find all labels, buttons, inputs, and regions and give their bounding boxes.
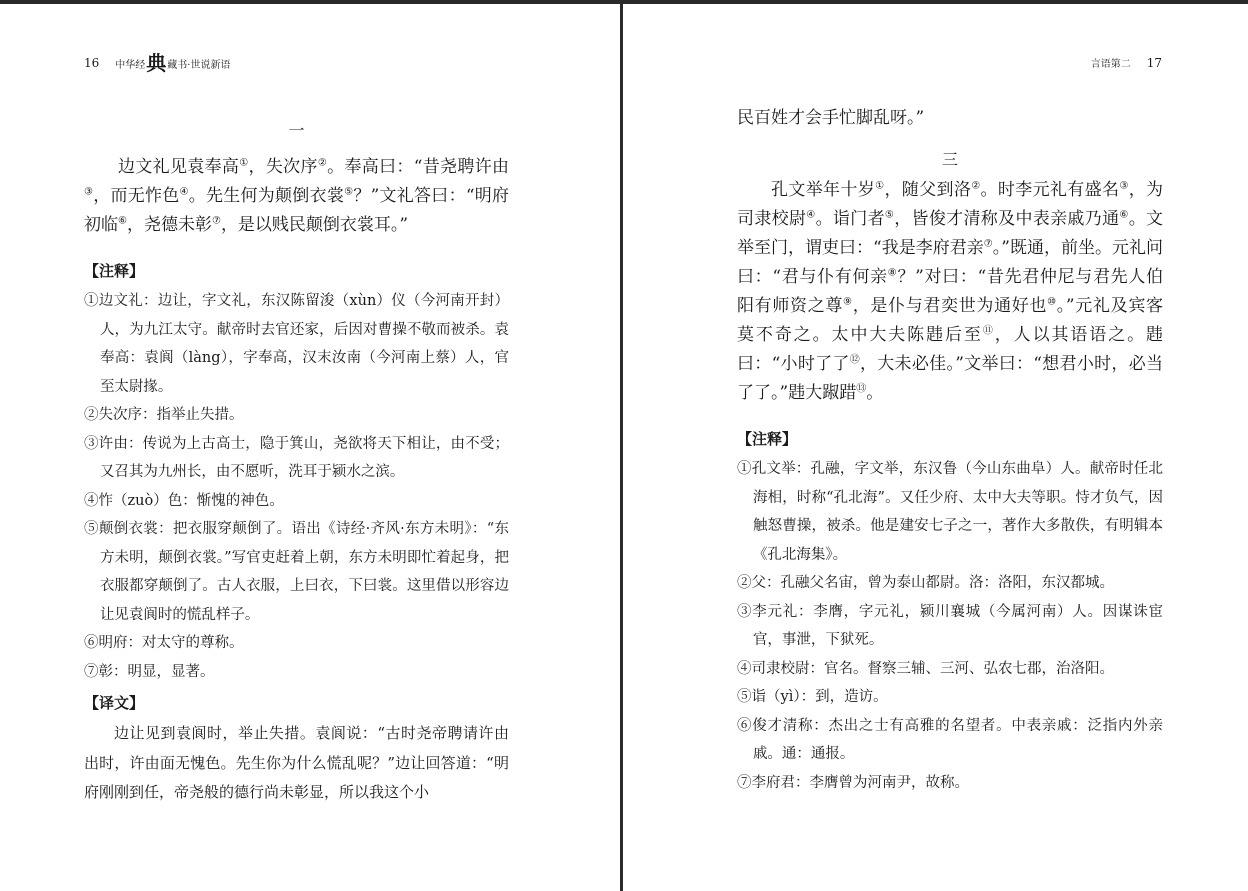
footnote-marker[interactable]: ⑫ [849, 354, 860, 366]
text-run: ，是仆与君奕世为通好也 [852, 296, 1048, 316]
notes-list [737, 455, 1163, 797]
note-item: ①孔文举：孔融，字文举，东汉鲁（今山东曲阜）人。献帝时任北海相，时称“孔北海”。又任少府、太中大夫等职。恃才负气，因触怒曹操，被杀。他是建安七子之一，著作大多散佚，有明辑本《孔北海集》。 [737, 461, 1163, 563]
left-page-number: 16 [84, 56, 100, 70]
continued-translation: 民百姓才会手忙脚乱呀。” [737, 108, 925, 128]
text-run: 边文礼见袁奉高 [118, 157, 240, 177]
translation-paragraph: 边让见到袁阆时，举止失措。袁阆说：“古时尧帝聘请许由出时，许由面无愧色。先生你为什么慌乱呢？”边让回答道：“明府刚刚到任，帝尧般的德行尚未彰显，所以我这个小 [84, 724, 509, 801]
text-run: ，为司隶校尉 [737, 180, 1164, 229]
note-item: ⑤颠倒衣裳：把衣服穿颠倒了。语出《诗经·齐风·东方未明》：“东方未明，颠倒衣裳。”写官吏赶着上朝，东方未明即忙着起身，把衣服都穿颠倒了。古人衣服，上曰衣，下曰裳。这里借以形容边让见袁阆时的慌乱样子。 [84, 521, 509, 623]
footnote-marker[interactable]: ⑩ [1047, 296, 1057, 308]
right-page-number: 17 [1146, 55, 1162, 70]
footnote-marker[interactable]: ③ [1119, 180, 1129, 192]
footnote-marker[interactable]: ⑨ [843, 296, 853, 308]
note-item: ④司隶校尉：官名。督察三辅、三河、弘农七郡，治洛阳。 [737, 660, 1114, 677]
main-text-paragraph [84, 153, 509, 240]
note-item: ⑤诣（yì）：到，造访。 [737, 689, 888, 705]
footnote-marker[interactable]: ② [971, 180, 981, 192]
book-series-title [115, 51, 231, 75]
text-run: ，人以其语语之。韪曰：“小时了了 [737, 325, 1164, 374]
series-suffix: 藏书·世说新语 [167, 59, 231, 71]
footnote-marker[interactable]: ⑤ [884, 209, 895, 221]
text-run: 。”元礼及宾客莫不奇之。太中大夫陈韪后至 [737, 296, 1163, 345]
note-item: ⑥明府：对太守的尊称。 [84, 635, 244, 651]
series-logo-char: 典 [146, 51, 167, 75]
text-run: ，大未必佳。”文举曰：“想君小时，必当了了。”韪大踧踖 [737, 354, 1163, 403]
text-run: ，随父到洛 [884, 180, 972, 200]
section-numeral: 一 [288, 121, 305, 140]
notes-heading: 【注释】 [84, 262, 145, 280]
text-run: ，失次序 [248, 157, 318, 177]
footnote-marker[interactable]: ⑤ [344, 186, 354, 198]
text-run: 。先生何为颠倒衣裳 [188, 186, 345, 206]
footnote-marker[interactable]: ③ [84, 186, 94, 198]
footnote-marker[interactable]: ① [875, 180, 885, 192]
note-item: ⑦彰：明显，显著。 [84, 663, 215, 680]
text-run: 。时李元礼有盛名 [980, 180, 1120, 200]
note-item: ⑦李府君：李膺曾为河南尹，故称。 [737, 774, 969, 791]
footnote-marker[interactable]: ⑦ [983, 238, 993, 250]
text-run: ，而无怍色 [93, 186, 180, 206]
series-prefix: 中华经 [115, 59, 146, 71]
right-page-header [1091, 55, 1162, 70]
footnote-marker[interactable]: ⑧ [887, 267, 898, 279]
text-run: 。诣门者 [815, 209, 885, 229]
text-run: ，尧德未彰 [126, 215, 212, 235]
text-run: 。文举至门，谓吏曰：“我是李府君亲 [737, 209, 1164, 258]
right-page [623, 0, 1248, 891]
main-text-paragraph [737, 176, 1163, 408]
note-item: ①边文礼：边让，字文礼，东汉陈留浚（xùn）仪（今河南开封）人，为九江太守。献帝时去官还家，后因对曹操不敬而被杀。袁奉高：袁阆（làng），字奉高，汉末汝南（今河南上蔡）人，官至太尉掾。 [84, 293, 509, 395]
text-run: 。”既通，前坐。元礼问曰：“君与仆有何亲 [737, 238, 1163, 287]
text-run: 。 [866, 383, 884, 403]
chapter-title: 言语第二 [1090, 59, 1131, 70]
left-page [0, 0, 620, 891]
footnote-marker[interactable]: ② [317, 157, 328, 169]
note-item: ③李元礼：李膺，字元礼，颍川襄城（今属河南）人。因谋诛宦官，事泄，下狱死。 [737, 603, 1163, 648]
note-item: ②父：孔融父名宙，曾为泰山都尉。洛：洛阳，东汉都城。 [737, 575, 1114, 591]
footnote-marker[interactable]: ④ [806, 209, 816, 221]
footnote-marker[interactable]: ④ [179, 186, 189, 198]
section-numeral: 三 [941, 150, 958, 169]
footnote-marker[interactable]: ① [239, 157, 249, 169]
text-run: ，皆俊才清称及中表亲戚乃通 [894, 209, 1120, 229]
text-run: ？”文礼答曰：“明府初临 [84, 186, 510, 235]
left-page-body [84, 118, 509, 808]
right-page-body [737, 104, 1163, 797]
footnote-marker[interactable]: ⑥ [118, 215, 127, 227]
footnote-marker[interactable]: ⑪ [982, 325, 995, 337]
text-run: ？”对曰：“昔先君仲尼与君先人伯阳有师资之尊 [737, 267, 1163, 316]
note-item: ⑥俊才清称：杰出之士有高雅的名望者。中表亲戚：泛指内外亲戚。通：通报。 [737, 717, 1163, 762]
left-page-header [84, 51, 231, 75]
translation-heading: 【译文】 [84, 694, 145, 712]
text-run: ，是以贱民颠倒衣裳耳。” [220, 215, 409, 235]
notes-list [84, 287, 509, 686]
note-item: ③许由：传说为上古高士，隐于箕山，尧欲将天下相让，由不受；又召其为九州长，由不愿听，洗耳于颍水之滨。 [84, 435, 509, 480]
note-item: ④怍（zuò）色：惭愧的神色。 [84, 492, 284, 509]
note-item: ②失次序：指举止失措。 [84, 407, 244, 423]
footnote-marker[interactable]: ⑥ [1119, 209, 1129, 221]
footnote-marker[interactable]: ⑬ [856, 383, 867, 395]
footnote-marker[interactable]: ⑦ [211, 215, 221, 227]
notes-heading: 【注释】 [737, 430, 798, 448]
text-run: 。奉高曰：“昔尧聘许由 [327, 157, 510, 177]
text-run: 孔文举年十岁 [771, 180, 876, 200]
